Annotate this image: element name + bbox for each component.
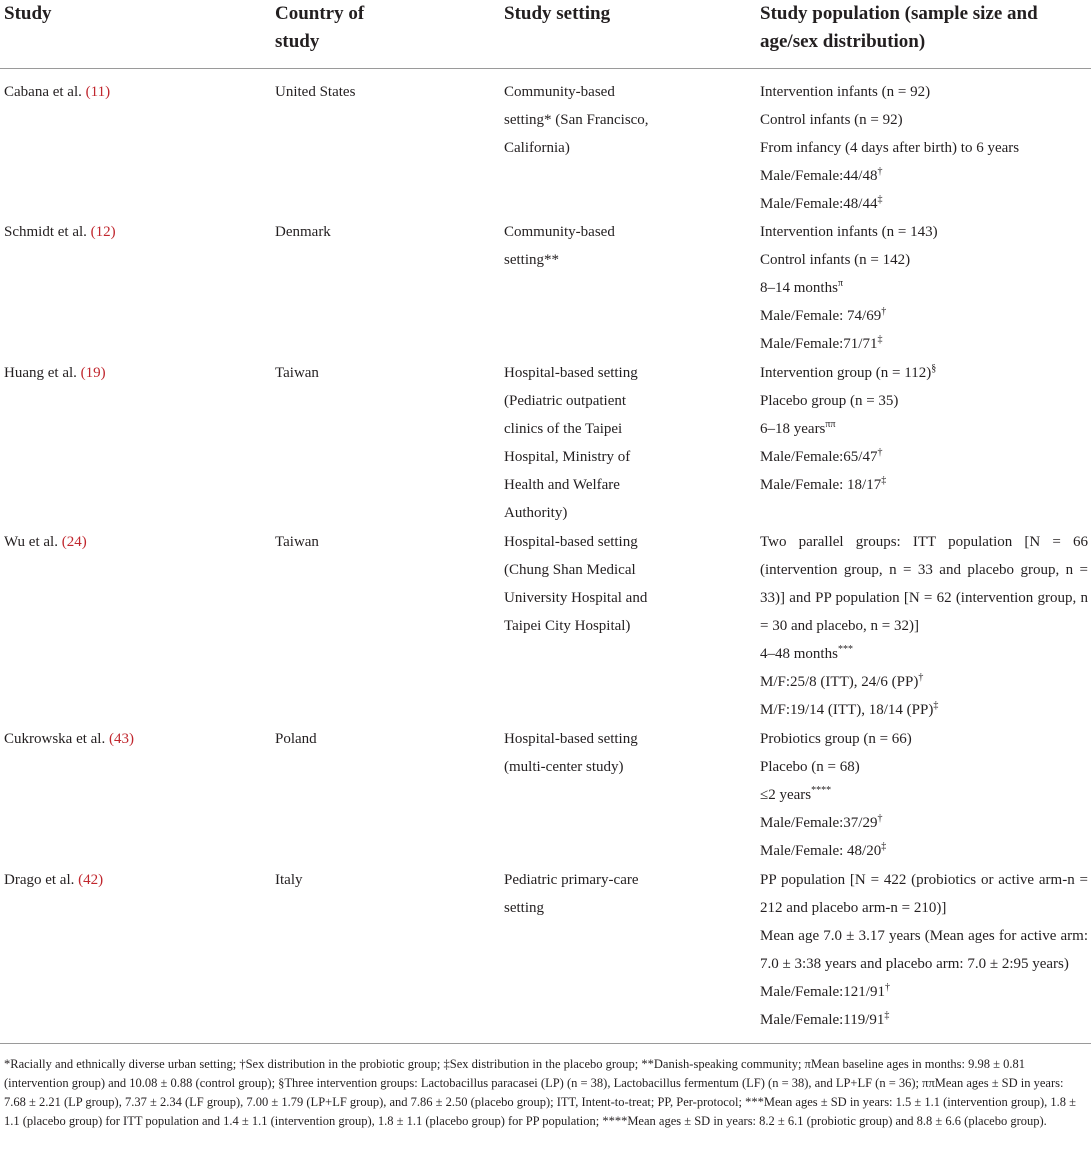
header-setting: Study setting xyxy=(500,0,756,68)
population-cell xyxy=(756,359,1091,528)
setting-cell: Community-based setting* (San Francisco, California) xyxy=(504,83,649,156)
study-cell xyxy=(0,68,271,218)
reference-link[interactable]: (24) xyxy=(61,533,87,550)
population-line: Probiotics group (n = 66) xyxy=(760,730,912,747)
reference-link[interactable]: (43) xyxy=(108,730,134,747)
header-study: Study xyxy=(0,0,271,68)
table-body xyxy=(0,68,1091,1034)
footnote-marker: † xyxy=(877,446,883,458)
footnote-marker: ππ xyxy=(825,418,836,430)
population-line: Male/Female:37/29† xyxy=(760,812,883,831)
table-row xyxy=(0,725,1091,866)
country-cell: United States xyxy=(275,83,356,100)
study-author: Cukrowska et al. xyxy=(4,730,106,747)
population-line: Male/Female:119/91‡ xyxy=(760,1009,890,1028)
footnote-marker: ‡ xyxy=(877,333,883,345)
footnote-marker: ‡ xyxy=(881,474,887,486)
footnote-marker: ‡ xyxy=(881,840,887,852)
setting-cell: Pediatric primary-care setting xyxy=(504,871,639,916)
footnote-marker: § xyxy=(931,362,937,374)
population-line: Control infants (n = 92) xyxy=(760,111,903,128)
population-line: Male/Female:71/71‡ xyxy=(760,333,883,352)
footnote-marker: **** xyxy=(811,784,832,796)
population-line: Placebo group (n = 35) xyxy=(760,392,899,409)
country-cell: Taiwan xyxy=(275,364,319,381)
reference-link[interactable]: (11) xyxy=(85,83,111,100)
study-author: Cabana et al. xyxy=(4,83,82,100)
country-cell: Denmark xyxy=(275,223,331,240)
setting-cell: Hospital-based setting (Pediatric outpatient clinics of the Taipei Hospital, Ministry of Health and Welfare Authority) xyxy=(504,364,638,521)
country-cell: Poland xyxy=(275,730,317,747)
footnote-marker: ‡ xyxy=(933,699,939,711)
table-header xyxy=(0,0,1091,68)
reference-link[interactable]: (19) xyxy=(80,364,106,381)
population-paragraph: Two parallel groups: ITT population [N = 66 (intervention group, n = 33 and placebo group, n = 33)] and PP population [N = 62 (intervention group, n = 30 and placebo, n = 32)] xyxy=(760,533,1088,634)
study-cell xyxy=(0,528,271,725)
population-line: Male/Female:121/91† xyxy=(760,981,890,1000)
setting-cell: Hospital-based setting (multi-center study) xyxy=(504,730,638,775)
population-cell xyxy=(756,725,1091,866)
study-cell xyxy=(0,725,271,866)
population-line: 4–48 months*** xyxy=(760,643,853,662)
footnote-marker: † xyxy=(884,981,890,993)
population-line: Placebo (n = 68) xyxy=(760,758,860,775)
population-line: 8–14 months$^\pi$ xyxy=(760,277,843,296)
footnote-marker: *** xyxy=(837,643,853,655)
table-row xyxy=(0,359,1091,528)
population-line: Intervention group (n = 112)§ xyxy=(760,362,937,381)
footnote-marker: ‡ xyxy=(877,193,883,205)
setting-cell: Hospital-based setting (Chung Shan Medical University Hospital and Taipei City Hospital) xyxy=(504,533,648,634)
population-cell xyxy=(756,528,1091,725)
population-line: Male/Female:44/48† xyxy=(760,165,883,184)
study-author: Wu et al. xyxy=(4,533,58,550)
population-cell xyxy=(756,218,1091,359)
reference-link[interactable]: (42) xyxy=(78,871,104,888)
population-line: Male/Female: 18/17‡ xyxy=(760,474,887,493)
population-line: Male/Female: 48/20‡ xyxy=(760,840,887,859)
header-country: Country of study xyxy=(271,0,500,68)
study-author: Huang et al. xyxy=(4,364,77,381)
table-row xyxy=(0,866,1091,1034)
table-footnote: *Racially and ethnically diverse urban setting; †Sex distribution in the probiotic group; ‡Sex distribution in the placebo group; **Danish-speaking community; πMean baseline ages in months: 9.98 ± 0.81 (intervention group) and 10.08 ± 0.88 (control group); §Three intervention groups: Lactobacillus paracasei (LP) (n = 38), Lactobacillus fermentum (LF) (n = 38), and LP+LF (n = 36); ππMean ages ± SD in years: 7.68 ± 2.21 (LP group), 7.37 ± 2.34 (LF group), 7.00 ± 1.79 (LP+LF group), and 7.86 ± 2.50 (placebo group); ITT, Intent-to-treat; PP, Per-protocol; ***Mean ages ± SD in years: 1.5 ± 1.1 (intervention group), 1.8 ± 1.1 (placebo group) for ITT population and 1.4 ± 1.1 (intervention group), 1.8 ± 1.1 (placebo group) for PP population; ****Mean ages ± SD in years: 8.2 ± 6.1 (probiotic group) and 8.8 ± 6.6 (placebo group). xyxy=(4,1057,1077,1128)
population-line: Intervention infants (n = 143) xyxy=(760,223,938,240)
footnote-marker: † xyxy=(918,671,924,683)
study-author: Drago et al. xyxy=(4,871,75,888)
country-cell: Italy xyxy=(275,871,303,888)
footnote-marker: π xyxy=(837,277,843,289)
footer-divider xyxy=(0,1043,1091,1044)
population-paragraph: Mean age 7.0 ± 3.17 years (Mean ages for active arm: 7.0 ± 3:38 years and placebo arm: 7.0 ± 2:95 years) xyxy=(760,927,1088,972)
population-line: ≤2 years**** xyxy=(760,784,832,803)
table-row xyxy=(0,68,1091,218)
population-line: Male/Female:65/47† xyxy=(760,446,883,465)
population-line: Intervention infants (n = 92) xyxy=(760,83,931,100)
table-row xyxy=(0,218,1091,359)
population-cell xyxy=(756,866,1091,1034)
population-line: Male/Female: 74/69† xyxy=(760,305,887,324)
table-row xyxy=(0,528,1091,725)
study-cell xyxy=(0,218,271,359)
study-author: Schmidt et al. xyxy=(4,223,87,240)
footnote-marker: † xyxy=(877,812,883,824)
footnote-marker: ‡ xyxy=(884,1009,890,1021)
study-cell xyxy=(0,359,271,528)
population-cell xyxy=(756,68,1091,218)
footnote-marker: † xyxy=(877,165,883,177)
reference-link[interactable]: (12) xyxy=(90,223,116,240)
population-line: M/F:19/14 (ITT), 18/14 (PP)‡ xyxy=(760,699,939,718)
study-cell xyxy=(0,866,271,1034)
population-paragraph: PP population [N = 422 (probiotics or active arm-n = 212 and placebo arm-n = 210)] xyxy=(760,871,1088,916)
header-population: Study population (sample size and age/sex distribution) xyxy=(756,0,1091,68)
setting-cell: Community-based setting** xyxy=(504,223,615,268)
population-line: M/F:25/8 (ITT), 24/6 (PP)† xyxy=(760,671,924,690)
population-line: Control infants (n = 142) xyxy=(760,251,911,268)
population-line: Male/Female:48/44‡ xyxy=(760,193,883,212)
population-line: From infancy (4 days after birth) to 6 years xyxy=(760,139,1020,156)
population-line: 6–18 years$^{\pi\pi}$ xyxy=(760,418,836,437)
footnote-marker: † xyxy=(881,305,887,317)
country-cell: Taiwan xyxy=(275,533,319,550)
